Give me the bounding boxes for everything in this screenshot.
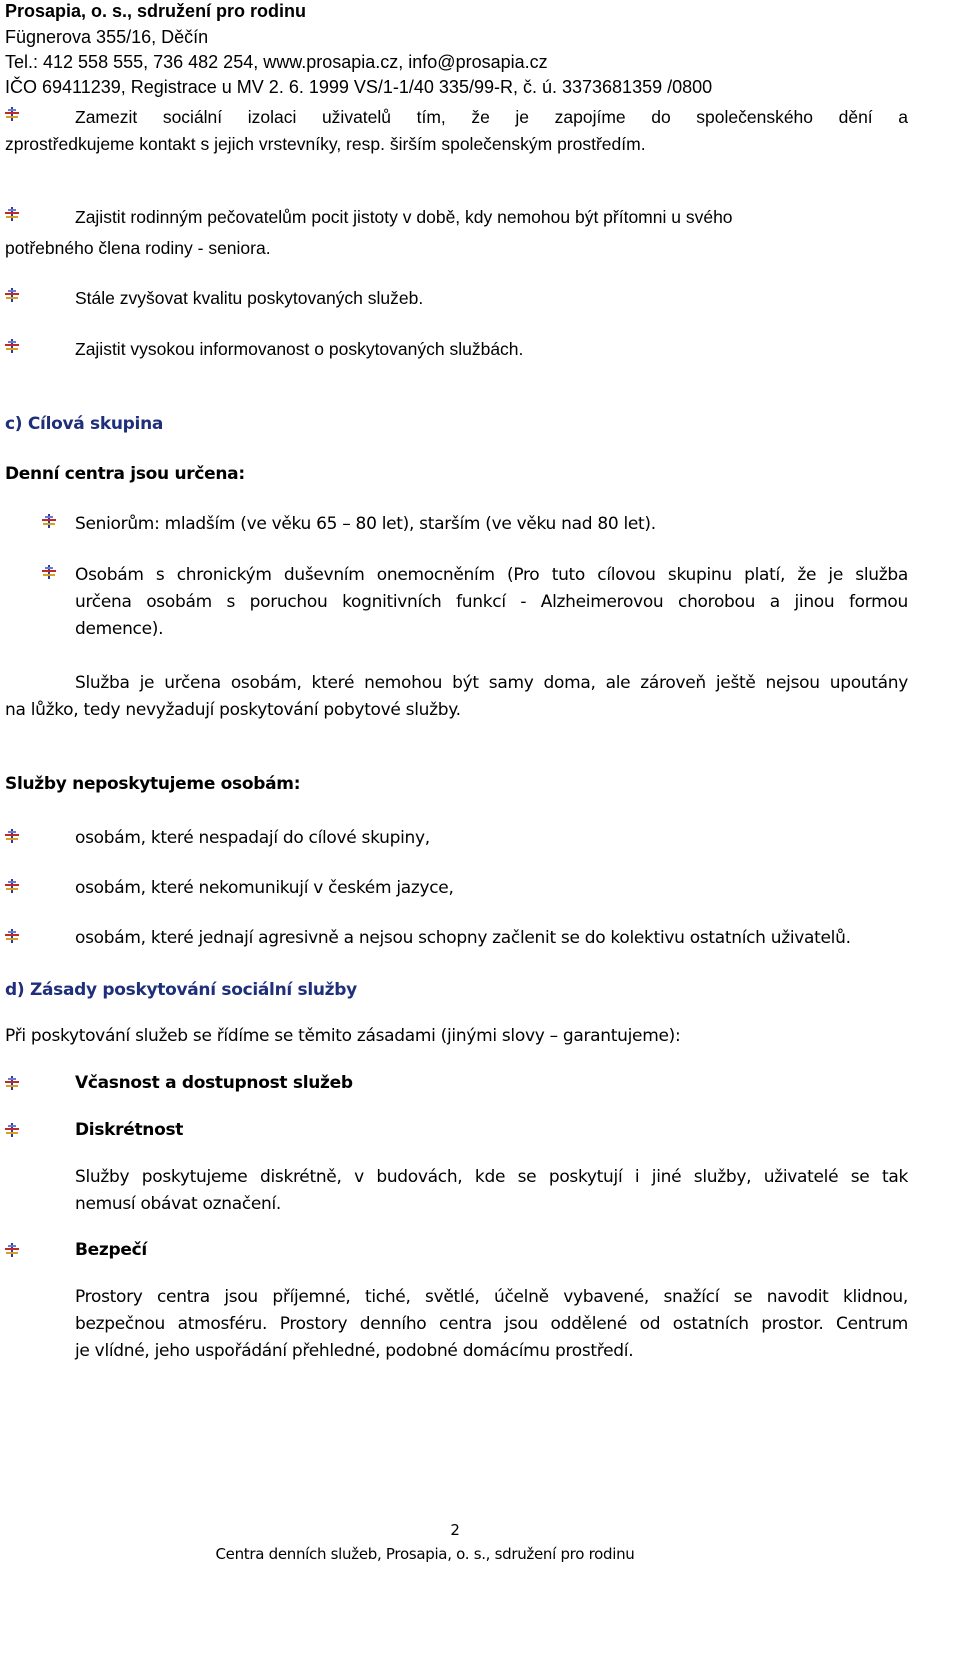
bullet-icon [4, 928, 20, 944]
page-number: 2 [450, 1521, 460, 1539]
principle-2-text-line-2: nemusí obávat označení. [75, 1194, 282, 1214]
not-served-item-2: osobám, které nekomunikují v českém jazyce, [75, 878, 454, 898]
target-group-item-2-line-1: Osobám s chronickým duševním onemocněním (Pro tuto cílovou skupinu platí, že je služba [75, 565, 908, 585]
principle-3-title: Bezpečí [75, 1240, 147, 1260]
bullet-icon [41, 564, 57, 580]
bullet-icon [41, 513, 57, 529]
principle-2-title: Diskrétnost [75, 1120, 184, 1140]
bullet-icon [4, 1242, 20, 1258]
goal-item-3: Stále zvyšovat kvalitu poskytovaných služeb. [75, 288, 424, 308]
goal-item-2-line-2: potřebného člena rodiny - seniora. [5, 238, 271, 258]
not-served-item-1: osobám, které nespadají do cílové skupiny, [75, 828, 430, 848]
principle-1-title: Včasnost a dostupnost služeb [75, 1073, 353, 1093]
target-group-item-2-line-3: demence). [75, 619, 164, 639]
not-served-item-3: osobám, které jednají agresivně a nejsou schopny začlenit se do kolektivu ostatních uživatelů. [75, 928, 851, 948]
principles-intro: Při poskytování služeb se řídíme se těmito zásadami (jinými slovy – garantujeme): [5, 1026, 681, 1046]
org-contact: Tel.: 412 558 555, 736 482 254, www.prosapia.cz, info@prosapia.cz [5, 52, 548, 72]
goal-item-1-line-2: zprostředkujeme kontakt s jejich vrstevníky, resp. širším společenským prostředím. [5, 134, 646, 154]
principle-3-text-line-1: Prostory centra jsou příjemné, tiché, světlé, účelně vybavené, snažící se navodit klidnou, [75, 1287, 908, 1307]
target-group-note-line-1: Služba je určena osobám, které nemohou být samy doma, ale zároveň ještě nejsou upoutány [75, 673, 908, 693]
bullet-icon [4, 1122, 20, 1138]
bullet-icon [4, 1075, 20, 1091]
goal-item-4: Zajistit vysokou informovanost o poskytovaných službách. [75, 339, 524, 359]
bullet-icon [4, 206, 20, 222]
principle-3-text-line-3: je vlídné, jeho uspořádání přehledné, podobné domácímu prostředí. [75, 1341, 634, 1361]
bullet-icon [4, 878, 20, 894]
not-served-heading: Služby neposkytujeme osobám: [5, 774, 301, 794]
bullet-icon [4, 106, 20, 122]
org-name: Prosapia, o. s., sdružení pro rodinu [5, 1, 307, 21]
target-group-intro: Denní centra jsou určena: [5, 464, 245, 484]
bullet-icon [4, 338, 20, 354]
target-group-note-line-2: na lůžko, tedy nevyžadují poskytování pobytové služby. [5, 700, 461, 720]
target-group-item-1: Seniorům: mladším (ve věku 65 – 80 let), starším (ve věku nad 80 let). [75, 514, 656, 534]
org-address: Fügnerova 355/16, Děčín [5, 27, 209, 47]
bullet-icon [4, 287, 20, 303]
principle-3-text-line-2: bezpečnou atmosféru. Prostory denního centra jsou oddělené od ostatních prostor. Centrum [75, 1314, 908, 1334]
principle-2-text-line-1: Služby poskytujeme diskrétně, v budovách, kde se poskytují i jiné služby, uživatelé se tak [75, 1167, 908, 1187]
section-heading-principles: d) Zásady poskytování sociální služby [5, 980, 357, 1000]
section-heading-target-group: c) Cílová skupina [5, 414, 164, 434]
org-registration: IČO 69411239, Registrace u MV 2. 6. 1999 VS/1-1/40 335/99-R, č. ú. 3373681359 /0800 [5, 77, 713, 97]
goal-item-2-line-1: Zajistit rodinným pečovatelům pocit jistoty v době, kdy nemohou být přítomni u svého [75, 207, 733, 227]
target-group-item-2-line-2: určena osobám s poruchou kognitivních funkcí - Alzheimerovou chorobou a jinou formou [75, 592, 908, 612]
bullet-icon [4, 828, 20, 844]
goal-item-1-line-1: Zamezit sociální izolaci uživatelů tím, že je zapojíme do společenského dění a [75, 107, 908, 127]
footer-text: Centra denních služeb, Prosapia, o. s., sdružení pro rodinu [215, 1545, 635, 1563]
